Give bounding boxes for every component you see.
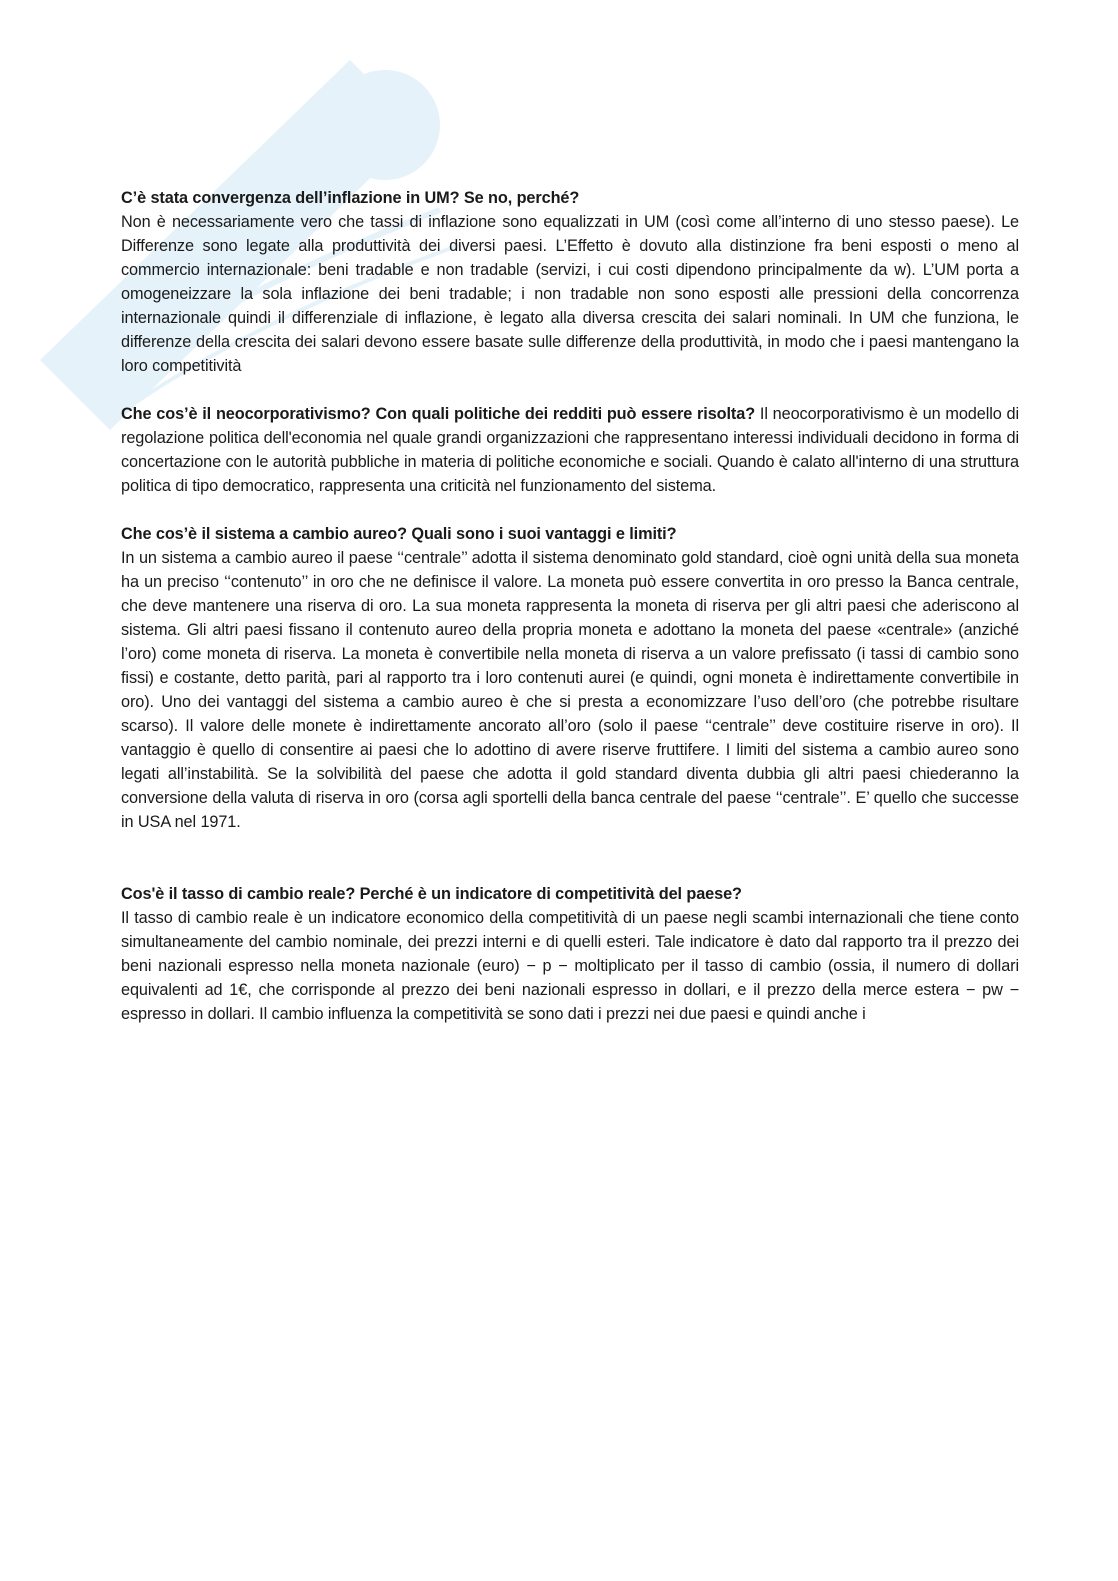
document-content (121, 186, 1019, 1026)
section-2-title: Che cos’è il neocorporativismo? Con quali politiche dei redditi può essere risolta? (121, 405, 756, 423)
section-1-title: C’è stata convergenza dell’inflazione in UM? Se no, perché? (121, 189, 580, 207)
spacer (121, 378, 1019, 402)
section-3-body: In un sistema a cambio aureo il paese ‘‘centrale’’ adotta il sistema denominato gold standard, cioè ogni unità della sua moneta ha un preciso ‘‘contenuto’’ in oro che ne definisce il valore. La moneta può essere convertita in oro presso la Banca centrale, che deve mantenere una riserva di oro. La sua moneta rappresenta la moneta di riserva per gli altri paesi che aderiscono al sistema. Gli altri paesi fissano il contenuto aureo della propria moneta e adottano la moneta del paese «centrale» (anziché l’oro) come moneta di riserva. La moneta è convertibile nella moneta di riserva a un valore prefissato (i tassi di cambio sono fissi) e costante, detto parità, pari al rapporto tra i loro contenuti aurei (e quindi, ogni moneta è indirettamente convertibile in oro). Uno dei vantaggi del sistema a cambio aureo è che si presta a economizzare l’uso dell’oro (che potrebbe risultare scarso). Il valore delle monete è indirettamente ancorato all’oro (solo il paese ‘‘centrale’’ deve costituire riserve in oro). Il vantaggio è quello di consentire ai paesi che lo adottino di avere riserve fruttifere. I limiti del sistema a cambio aureo sono legati all’instabilità. Se la solvibilità del paese che adotta il gold standard diventa dubbia gli altri paesi chiederanno la conversione della valuta di riserva in oro (corsa agli sportelli della banca centrale del paese ‘‘centrale’’. E’ quello che successe in USA nel 1971. (121, 549, 1019, 831)
section-1-body: Non è necessariamente vero che tassi di inflazione sono equalizzati in UM (così come all’interno di uno stesso paese). Le Differenze sono legate alla produttività dei diversi paesi. L’Effetto è dovuto alla distinzione fra beni esposti o meno al commercio internazionale: beni tradable e non tradable (servizi, i cui costi dipendono principalmente da w). L’UM porta a omogeneizzare la sola inflazione dei beni tradable; i non tradable non sono esposti alle pressioni della concorrenza internazionale quindi il differenziale di inflazione, è legato alla diversa crescita dei salari nominali. In UM che funziona, le differenze della crescita dei salari devono essere basate sulle differenze della produttività, in modo che i paesi mantengano la loro competitività (121, 213, 1019, 375)
section-4-body: Il tasso di cambio reale è un indicatore economico della competitività di un paese negli scambi internazionali che tiene conto simultaneamente del cambio nominale, dei prezzi interni e di quelli esteri. Tale indicatore è dato dal rapporto tra il prezzo dei beni nazionali espresso nella moneta nazionale (euro) − p − moltiplicato per il tasso di cambio (ossia, il numero di dollari equivalenti ad 1€, che corrisponde al prezzo dei beni nazionali espresso in dollari, e il prezzo della merce estera − pw − espresso in dollari. Il cambio influenza la competitività se sono dati i prezzi nei due paesi e quindi anche i (121, 909, 1019, 1023)
section-2-body: Il neocorporativismo è un modello di regolazione politica dell'economia nel quale grandi organizzazioni che rappresentano interessi individuali decidono in forma di concertazione con le autorità pubbliche in materia di politiche economiche e sociali. Quando è calato all'interno di una struttura politica di tipo democratico, rappresenta una criticità nel funzionamento del sistema. (121, 405, 1019, 495)
section-2-paragraph (121, 402, 1019, 498)
spacer (121, 834, 1019, 882)
section-3-title: Che cos’è il sistema a cambio aureo? Quali sono i suoi vantaggi e limiti? (121, 525, 677, 543)
spacer (121, 498, 1019, 522)
section-4-title: Cos'è il tasso di cambio reale? Perché è un indicatore di competitività del paese? (121, 885, 742, 903)
